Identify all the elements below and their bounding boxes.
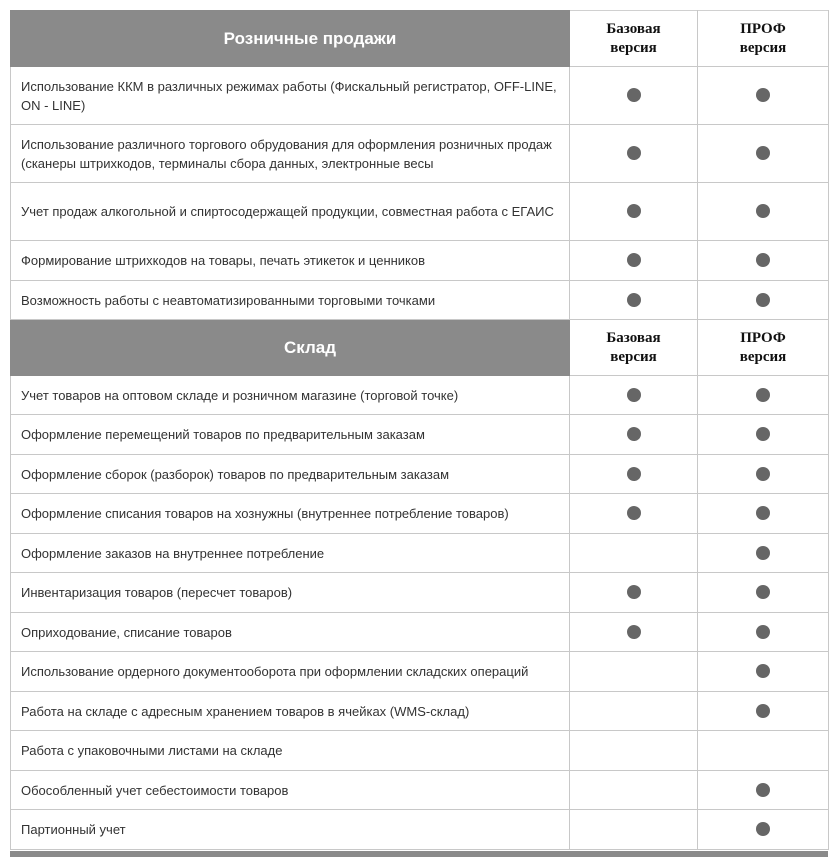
feature-row (11, 494, 829, 534)
feature-label: Оформление перемещений товаров по предварительным заказам (11, 415, 570, 455)
section-title: Склад (11, 320, 570, 376)
basic-availability-cell (570, 376, 698, 415)
included-dot-icon (627, 388, 641, 402)
feature-label: Использование различного торгового обрудования для оформления розничных продаж (сканеры штрихкодов, терминалы сбора данных, электронные весы (11, 125, 570, 183)
table-body (11, 11, 829, 850)
included-dot-icon (627, 506, 641, 520)
feature-row (11, 241, 829, 281)
basic-availability-cell (570, 810, 698, 850)
prof-version-header (698, 11, 829, 67)
included-dot-icon (756, 253, 770, 267)
included-dot-icon (756, 506, 770, 520)
prof-version-header (698, 320, 829, 376)
feature-label: Формирование штрихкодов на товары, печать этикеток и ценников (11, 241, 570, 281)
basic-availability-cell (570, 731, 698, 771)
prof-availability-cell (698, 455, 829, 494)
feature-label: Использование ордерного документооборота при оформлении складских операций (11, 652, 570, 692)
basic-availability-cell (570, 415, 698, 455)
feature-row (11, 810, 829, 850)
feature-label: Работа на складе с адресным хранением товаров в ячейках (WMS-склад) (11, 692, 570, 731)
included-dot-icon (756, 625, 770, 639)
included-dot-icon (756, 88, 770, 102)
feature-row (11, 613, 829, 652)
included-dot-icon (756, 293, 770, 307)
basic-availability-cell (570, 241, 698, 281)
feature-label: Партионный учет (11, 810, 570, 850)
basic-availability-cell (570, 281, 698, 320)
basic-availability-cell (570, 125, 698, 183)
feature-row (11, 67, 829, 125)
basic-version-header (570, 11, 698, 67)
prof-availability-cell (698, 241, 829, 281)
feature-row (11, 376, 829, 415)
prof-availability-cell (698, 415, 829, 455)
basic-availability-cell (570, 67, 698, 125)
included-dot-icon (627, 467, 641, 481)
included-dot-icon (756, 204, 770, 218)
feature-row (11, 573, 829, 613)
version-header-line: версия (739, 348, 787, 365)
feature-label: Обособленный учет себестоимости товаров (11, 771, 570, 810)
feature-label: Оформление сборок (разборок) товаров по предварительным заказам (11, 455, 570, 494)
included-dot-icon (756, 664, 770, 678)
included-dot-icon (627, 585, 641, 599)
basic-availability-cell (570, 613, 698, 652)
prof-availability-cell (698, 281, 829, 320)
prof-availability-cell (698, 573, 829, 613)
included-dot-icon (756, 783, 770, 797)
basic-availability-cell (570, 534, 698, 573)
feature-label: Оформление заказов на внутреннее потребление (11, 534, 570, 573)
prof-availability-cell (698, 494, 829, 534)
prof-availability-cell (698, 810, 829, 850)
feature-row (11, 652, 829, 692)
section-title: Розничные продажи (11, 11, 570, 67)
feature-row (11, 125, 829, 183)
prof-availability-cell (698, 613, 829, 652)
prof-availability-cell (698, 67, 829, 125)
included-dot-icon (627, 204, 641, 218)
included-dot-icon (627, 427, 641, 441)
feature-label: Оприходование, списание товаров (11, 613, 570, 652)
feature-label: Оформление списания товаров на хознужны (внутреннее потребление товаров) (11, 494, 570, 534)
prof-availability-cell (698, 125, 829, 183)
feature-row (11, 281, 829, 320)
version-header-line: ПРОФ (740, 329, 786, 346)
basic-version-header (570, 320, 698, 376)
feature-row (11, 455, 829, 494)
basic-availability-cell (570, 494, 698, 534)
prof-availability-cell (698, 731, 829, 771)
prof-availability-cell (698, 534, 829, 573)
included-dot-icon (627, 88, 641, 102)
included-dot-icon (756, 388, 770, 402)
section-header (11, 11, 829, 67)
included-dot-icon (756, 546, 770, 560)
included-dot-icon (756, 822, 770, 836)
prof-availability-cell (698, 692, 829, 731)
version-header-line: версия (610, 348, 657, 365)
feature-label: Учет товаров на оптовом складе и розничном магазине (торговой точке) (11, 376, 570, 415)
version-header-line: Базовая (606, 20, 661, 37)
included-dot-icon (627, 253, 641, 267)
feature-label: Инвентаризация товаров (пересчет товаров) (11, 573, 570, 613)
basic-availability-cell (570, 692, 698, 731)
included-dot-icon (756, 704, 770, 718)
included-dot-icon (627, 293, 641, 307)
version-header-line: версия (610, 39, 657, 56)
basic-availability-cell (570, 652, 698, 692)
basic-availability-cell (570, 183, 698, 241)
feature-label: Возможность работы с неавтоматизированными торговыми точками (11, 281, 570, 320)
version-header-line: версия (739, 39, 787, 56)
basic-availability-cell (570, 455, 698, 494)
prof-availability-cell (698, 652, 829, 692)
included-dot-icon (627, 146, 641, 160)
included-dot-icon (756, 585, 770, 599)
feature-row (11, 771, 829, 810)
table-bottom-bar (10, 851, 828, 857)
included-dot-icon (756, 467, 770, 481)
included-dot-icon (756, 146, 770, 160)
feature-row (11, 692, 829, 731)
feature-label: Использование ККМ в различных режимах работы (Фискальный регистратор, OFF-LINE, ON - LINE) (11, 67, 570, 125)
feature-comparison-table (10, 10, 829, 850)
version-header-line: ПРОФ (740, 20, 786, 37)
included-dot-icon (756, 427, 770, 441)
basic-availability-cell (570, 771, 698, 810)
basic-availability-cell (570, 573, 698, 613)
section-header (11, 320, 829, 376)
feature-row (11, 534, 829, 573)
prof-availability-cell (698, 183, 829, 241)
included-dot-icon (627, 625, 641, 639)
feature-row (11, 415, 829, 455)
feature-row (11, 183, 829, 241)
prof-availability-cell (698, 771, 829, 810)
version-header-line: Базовая (606, 329, 661, 346)
feature-row (11, 731, 829, 771)
feature-label: Работа с упаковочными листами на складе (11, 731, 570, 771)
prof-availability-cell (698, 376, 829, 415)
feature-label: Учет продаж алкогольной и спиртосодержащей продукции, совместная работа с ЕГАИС (11, 183, 570, 241)
